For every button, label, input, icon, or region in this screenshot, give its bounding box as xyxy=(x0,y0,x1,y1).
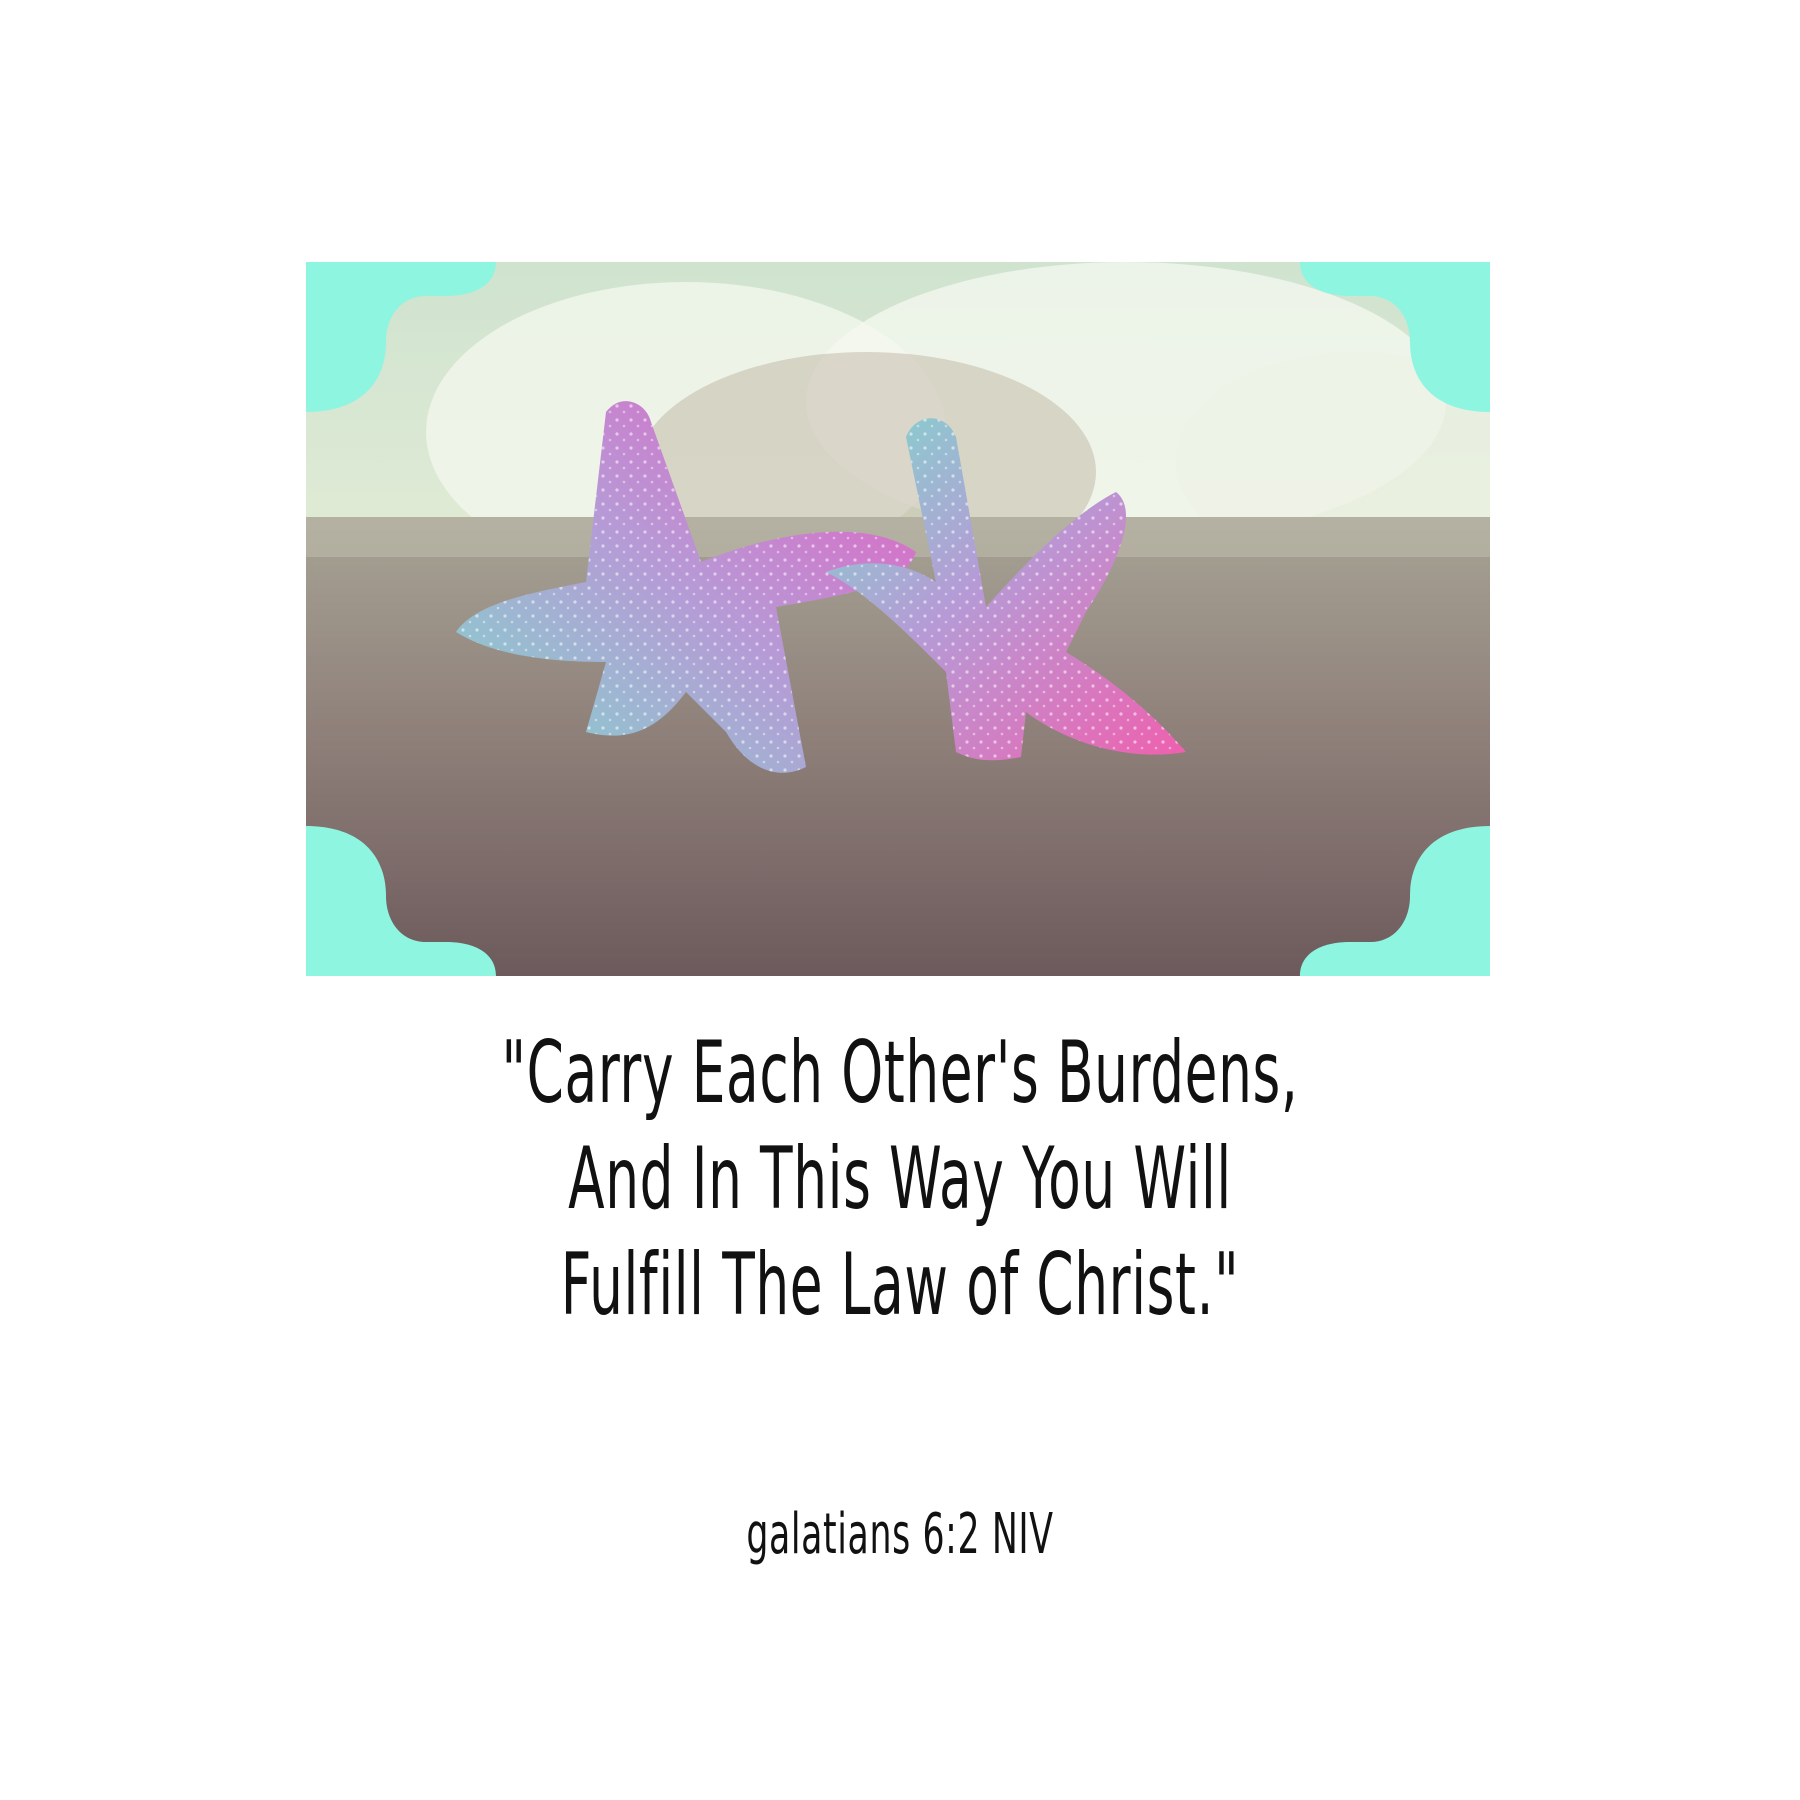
verse-quote xyxy=(466,1020,1334,1338)
quote-line: And In This Way You Will xyxy=(568,1129,1232,1229)
verse-reference: galatians 6:2 NIV xyxy=(746,1502,1054,1567)
starfish-photo xyxy=(306,262,1490,976)
quote-line: Fulfill The Law of Christ." xyxy=(560,1235,1240,1335)
quote-line: "Carry Each Other's Burdens, xyxy=(501,1023,1299,1123)
